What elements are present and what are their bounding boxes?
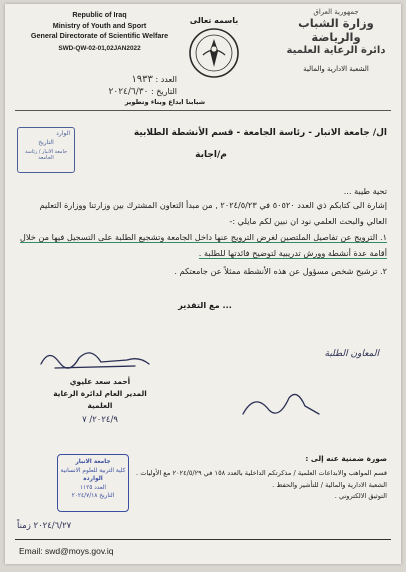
- paragraph-intro: إشارة الى كتابكم ذي العدد ٥٠٥٢٠ في ٢٠٢٤/٥/٢٣ , من مبدأ التعاون المشترك بين وزارتنا ووزارة التعليم العالي والبحث العلمي نود ان نبين لكم مايلي :-: [39, 200, 387, 226]
- subject: م/اجابة: [195, 150, 227, 160]
- header-english: [17, 10, 182, 54]
- handwritten-mark-icon: [235, 384, 325, 424]
- header-ar-ministry: وزارة الشباب والرياضة: [298, 16, 374, 44]
- item-one: ١. الترويج عن تفاصيل الملتصين لغرض الترويج عنها داخل الجامعة وتشجيع الطلبة على التسجيل فيها من خلال أقامة عدة أنشطة وورش تدريبية لتوضيح فائدتها للطلبة .: [19, 232, 387, 258]
- reference-block: [97, 74, 177, 98]
- recipient: ال/ جامعة الانبار - رئاسة الجامعة - قسم الأنشطة الطلابية: [133, 128, 387, 138]
- signatory-name: أحمد سعد عليوي: [69, 377, 131, 386]
- header-arabic: [281, 8, 391, 73]
- header-ar-country: جمهورية العراق: [313, 8, 359, 16]
- slogan: شبابنا ابداع وبناء وتطوير: [124, 98, 206, 106]
- bismillah: باسمه تعالى: [189, 16, 239, 25]
- header-en-ministry: Ministry of Youth and Sport: [52, 20, 147, 30]
- greeting: تحية طيبة ...: [343, 186, 387, 196]
- received-stamp: الوارد التاريخ جامعة الانبار / رئاسة الجامعة: [17, 127, 75, 173]
- signatory-left: [45, 376, 155, 426]
- copy-item: التوثيق الالكتروني .: [334, 492, 387, 500]
- footer-divider: [15, 539, 391, 540]
- copies-list: [117, 468, 387, 503]
- header-en-country: Republic of Iraq: [72, 10, 127, 19]
- handwritten-note: المعاون الطلبة: [324, 349, 379, 359]
- emblem-seal-icon: [181, 25, 247, 79]
- header-ar-directorate: دائرة الرعاية العلمية: [286, 45, 386, 56]
- copies-heading: صورة ضمنية عنه إلى :: [305, 454, 387, 463]
- document-page: [5, 4, 401, 564]
- receipt-stamp: جامعة الانبار كلية التربية للعلوم الانسانية الواردة العدد ١١٢٥ التاريخ ٢٠٢٤/٧/١٨: [57, 454, 129, 512]
- reference-number: العدد : ١٩٣٣: [131, 74, 177, 85]
- copy-item: الشعبة الادارية والمالية / للتأشير والحفظ .: [272, 480, 387, 489]
- header-en-directorate: General Directorate of Scientific Welfare: [30, 31, 169, 40]
- document-code: SWD-QW-02-01,02JAN2022: [58, 44, 141, 52]
- signature-left-icon: [35, 344, 155, 374]
- reference-date: التاريخ : ٢٠٢٤/٦/٣٠: [108, 87, 177, 97]
- closing: ... مع التقدير: [178, 300, 232, 310]
- signatory-title: المدير العام لدائرة الرعاية العلمية: [53, 389, 147, 410]
- copy-item: قسم المواهب والابداعات العلمية / مذكرتكم الداخلية بالعدد ١٥٨ في ٢٠٢٤/٥/٢٩ مع الأوليات .: [136, 469, 387, 477]
- signatory-date: ٢٠٢٤/٩/ ٧: [82, 415, 118, 425]
- ministry-emblem: [181, 16, 247, 83]
- handwritten-date: ٢٠٢٤/٦/٢٧ زمناً: [17, 521, 72, 531]
- header-divider: [15, 110, 391, 111]
- item-two: ٢. ترشيح شخص مسؤول عن هذه الأنشطة ممثلاً عن جامعتكم .: [174, 266, 387, 276]
- header-ar-section: الشعبة الادارية والمالية: [303, 65, 369, 73]
- footer-email: Email: swd@moys.gov.iq: [19, 546, 114, 556]
